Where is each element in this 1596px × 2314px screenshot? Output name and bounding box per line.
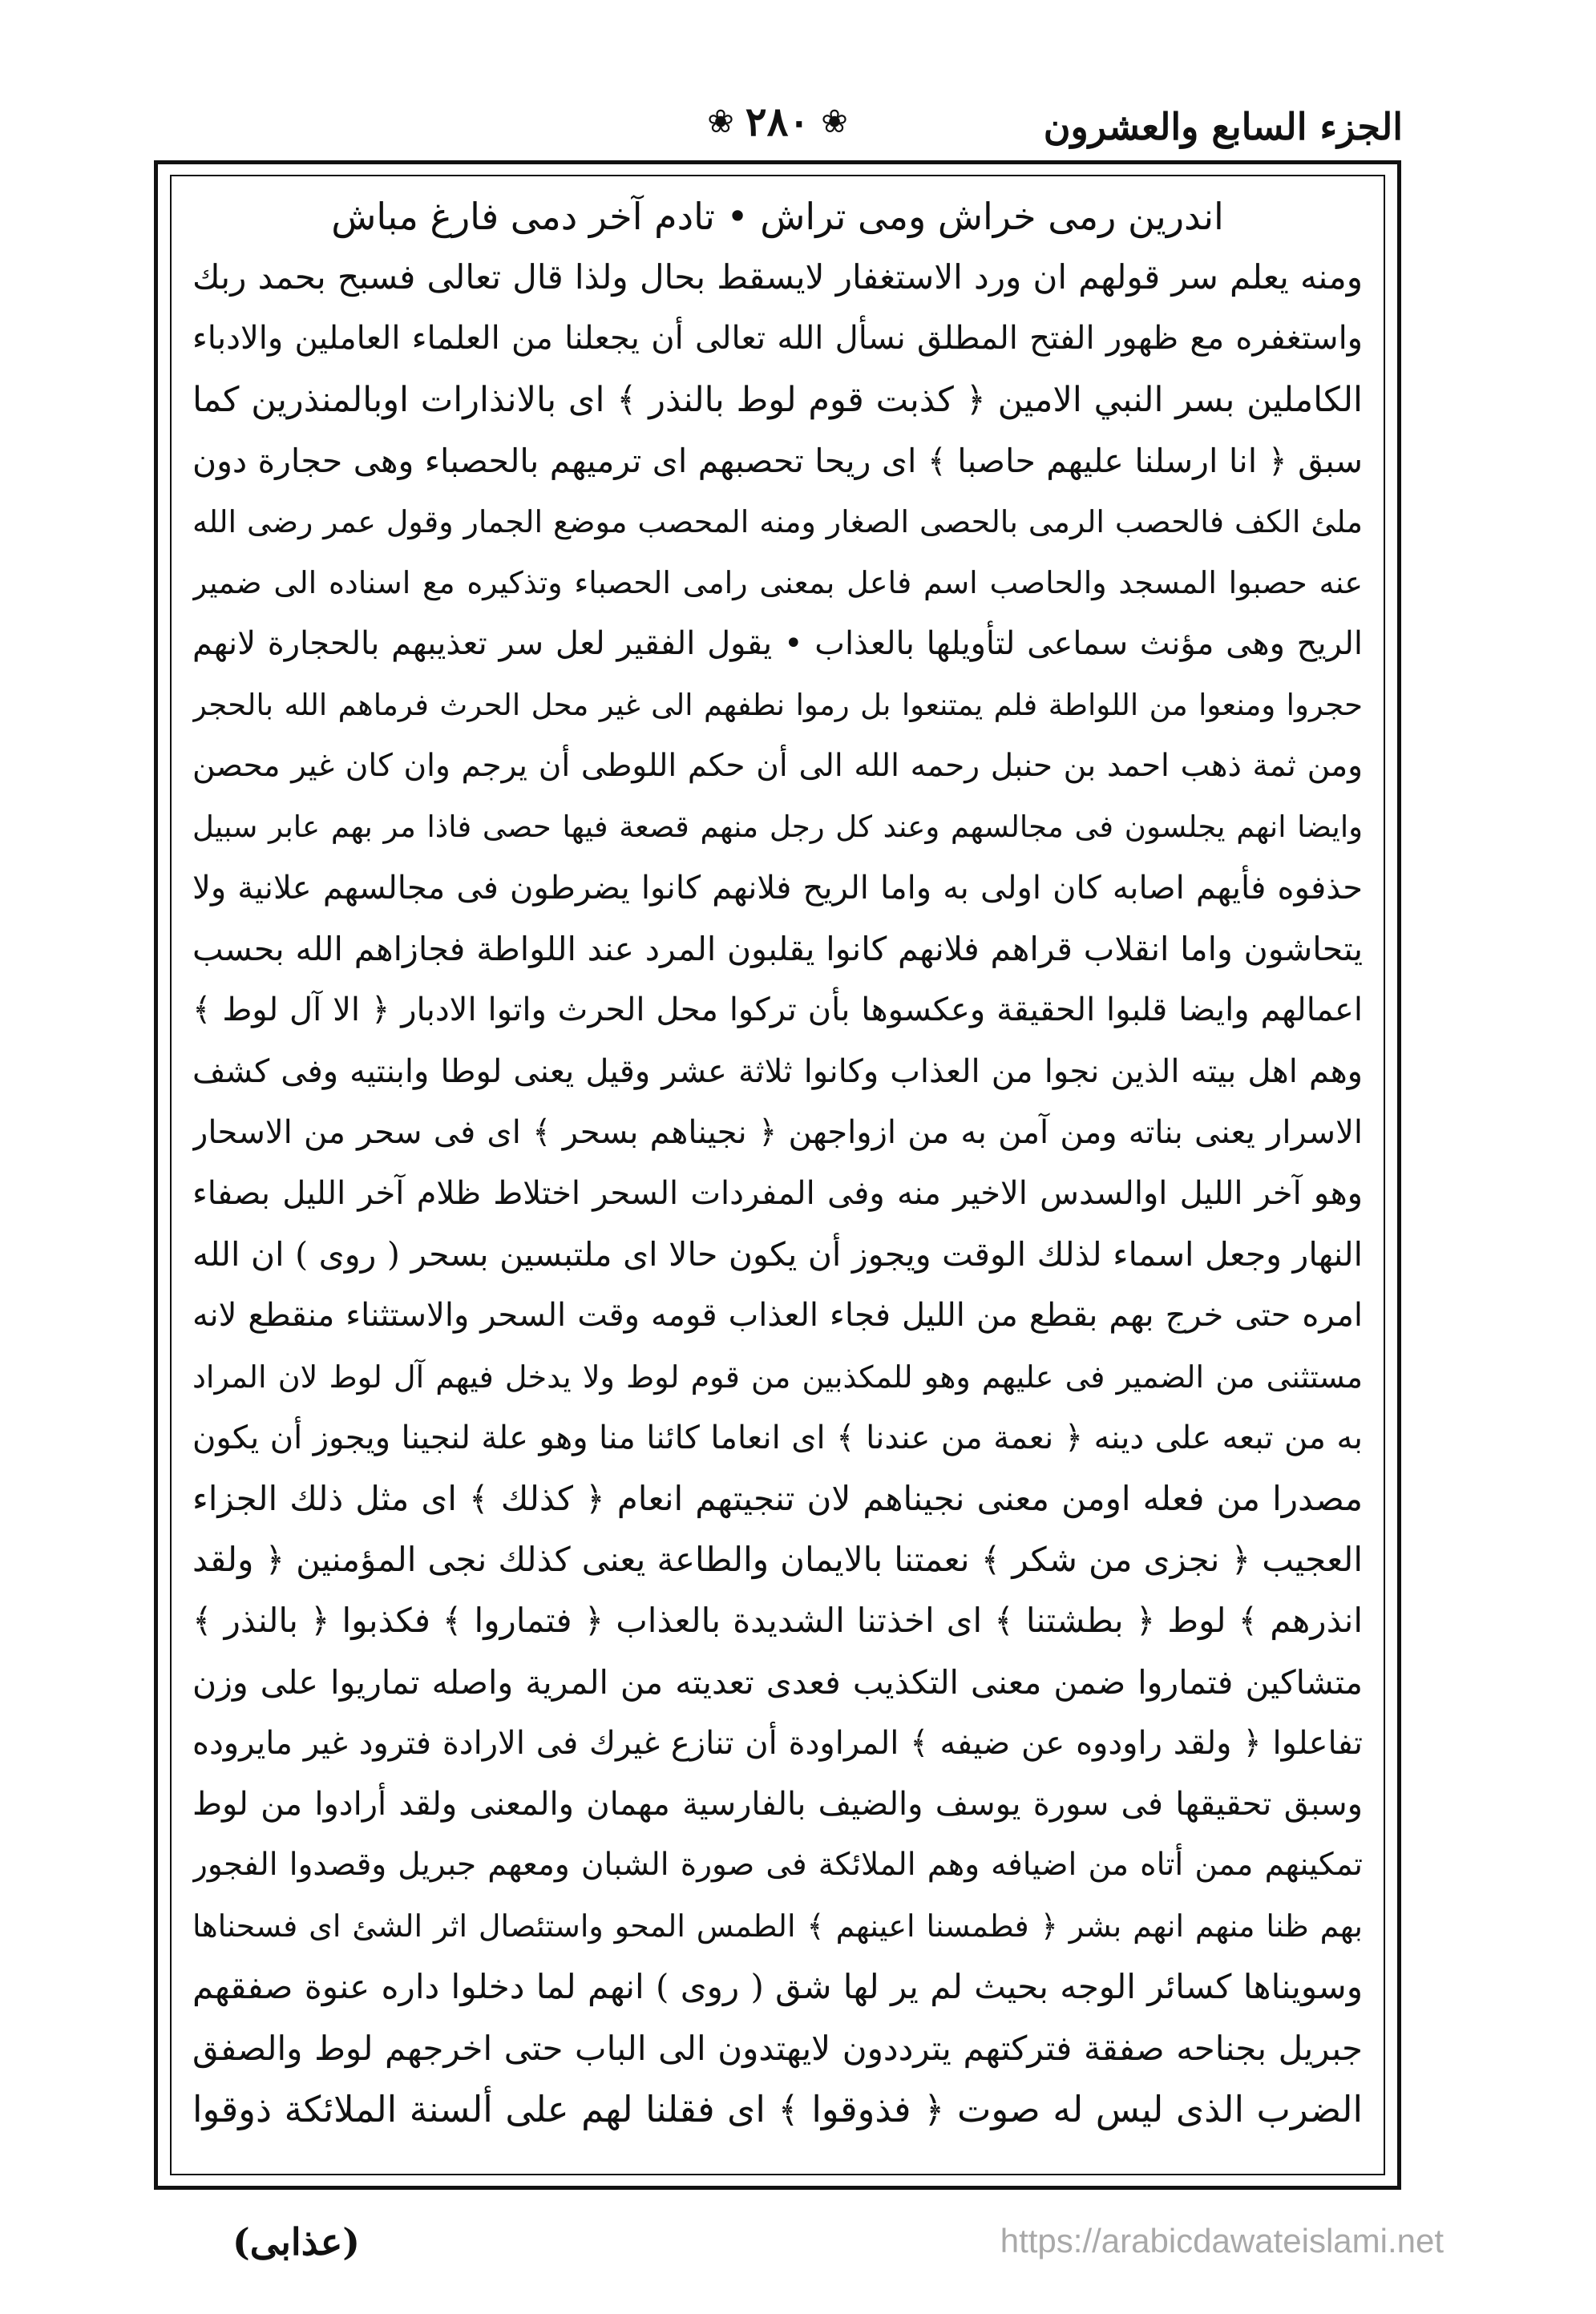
text-line: واستغفره مع ظهور الفتح المطلق نسأل الله تعالى أن يجعلنا من العلماء العاملين والادباء [192, 320, 1363, 357]
page-header [152, 98, 1403, 151]
page-number: ٢٨٠ [745, 98, 810, 145]
text-line: وسويناها كسائر الوجه بحيث لم ير لها شق ( روى ) انهم لما دخلوا داره عنوة صفقهم [192, 1967, 1363, 2007]
verse-line: اندرين رمى خراش ومى تراش • تادم آخر دمى فارغ مباش [331, 195, 1224, 238]
text-line: ملئ الكف فالحصب الرمى بالحصى الصغار ومنه المحصب موضع الجمار وقول عمر رضى الله [192, 503, 1363, 539]
text-line: به من تبعه على دينه ﴿ نعمة من عندنا ﴾ اى انعاما كائنا منا وهو علة لنجينا ويجوز أن يكون [192, 1419, 1363, 1456]
text-line: حجروا ومنعوا من اللواطة فلم يمتنعوا بل رموا نطفهم الى غير محل الحرث فرماهم الله بالحجر [192, 687, 1363, 722]
text-line: العجيب ﴿ نجزى من شكر ﴾ نعمتنا بالايمان والطاعة يعنى كذلك نجى المؤمنين ﴿ ولقد [192, 1540, 1363, 1580]
text-line: الكاملين بسر النبي الامين ﴿ كذبت قوم لوط بالنذر ﴾ اى بالانذارات اوبالمنذرين كما [192, 379, 1363, 420]
text-line: وايضا انهم يجلسون فى مجالسهم وعند كل رجل منهم قصعة فيها حصى فاذا مر بهم عابر سبيل [192, 809, 1363, 844]
text-line: ومن ثمة ذهب احمد بن حنبل رحمه الله الى أن حكم اللوطى أن يرجم وان كان غير محصن [192, 747, 1363, 784]
text-line: عنه حصبوا المسجد والحاصب اسم فاعل بمعنى رامى الحصباء وتذكيره مع اسناده الى ضمير [192, 565, 1363, 601]
text-line: مستثنى من الضمير فى عليهم وهو للمكذبين من قوم لوط ولا يدخل فيهم آل لوط لان المراد [192, 1359, 1363, 1395]
text-line: امره حتى خرج بهم بقطع من الليل فجاء العذاب قومه وقت السحر والاستثناء منقطع لانه [192, 1297, 1363, 1335]
text-line: النهار وجعل اسماء لذلك الوقت ويجوز أن يكون حالا اى ملتبسين بسحر ( روى ) ان الله [192, 1235, 1363, 1274]
text-line: اعمالهم وايضا قلبوا الحقيقة وعكسوها بأن تركوا محل الحرث واتوا الادبار ﴿ الا آل لوط ﴾ [192, 991, 1363, 1029]
watermark-url: https://arabicdawateislami.net [1000, 2222, 1444, 2259]
text-line: متشاكين فتماروا ضمن معنى التكذيب فعدى تعديته من المرية واصله تماريوا على وزن [192, 1662, 1363, 1702]
text-line: بهم ظنا منهم انهم بشر ﴿ فطمسنا اعينهم ﴾ الطمس المحو واستئصال اثر الشئ اى فسحناها [192, 1908, 1363, 1944]
text-line: انذرهم ﴾ لوط ﴿ بطشتنا ﴾ اى اخذتنا الشديدة بالعذاب ﴿ فتماروا ﴾ فكذبوا ﴿ بالنذر ﴾ [192, 1601, 1363, 1641]
ornament-right-icon: ❀ [821, 103, 848, 140]
text-line: الاسرار يعنى بناته ومن آمن به من ازواجهن ﴿ نجيناهم بسحر ﴾ اى فى سحر من الاسحار [192, 1113, 1363, 1151]
page-number-box [707, 98, 848, 146]
text-line: تفاعلوا ﴿ ولقد راودوه عن ضيفه ﴾ المراودة أن تنازع غيرك فى الارادة فترود غير مايروده [192, 1724, 1363, 1762]
text-line: يتحاشون واما انقلاب قراهم فلانهم كانوا يقلبون المرد عند اللواطة فجازاهم الله بحسب [192, 930, 1363, 969]
ornament-left-icon: ❀ [707, 103, 734, 140]
text-line: سبق ﴿ انا ارسلنا عليهم حاصبا ﴾ اى ريحا تحصبهم اى ترميهم بالحصباء وهى حجارة دون [192, 441, 1363, 480]
text-line: وسبق تحقيقها فى سورة يوسف والضيف بالفارسية مهمان والمعنى ولقد أرادوا من لوط [192, 1785, 1363, 1823]
text-line: وهم اهل بيته الذين نجوا من العذاب وكانوا ثلاثة عشر وقيل يعنى لوطا وابنتيه وفى كشف [192, 1052, 1363, 1090]
text-line: جبريل بجناحه صفقة فتركتهم يترددون لايهتدون الى الباب حتى اخرجهم لوط والصفق [192, 2028, 1363, 2068]
text-line: ومنه يعلم سر قولهم ان ورد الاستغفار لايسقط بحال ولذا قال تعالى فسبح بحمد ربك [192, 257, 1363, 297]
text-line: الريح وهى مؤنث سماعى لتأويلها بالعذاب • يقول الفقير لعل سر تعذيبهم بالحجارة لانهم [192, 625, 1363, 663]
running-head: الجزء السابع والعشرون [1043, 105, 1403, 148]
text-line: مصدرا من فعله اومن معنى نجيناهم لان تنجيتهم انعام ﴿ كذلك ﴾ اى مثل ذلك الجزاء [192, 1478, 1363, 1518]
text-line: تمكينهم ممن أتاه من اضيافه وهم الملائكة فى صورة الشبان ومعهم جبريل وقصدوا الفجور [192, 1847, 1363, 1884]
catchword: (عذابى) [232, 2220, 361, 2264]
text-line: وهو آخر الليل اوالسدس الاخير منه وفى المفردات السحر اختلاط ظلام آخر الليل بصفاء [192, 1175, 1363, 1212]
text-line: الضرب الذى ليس له صوت ﴿ فذوقوا ﴾ اى فقلنا لهم على ألسنة الملائكة ذوقوا [192, 2087, 1363, 2130]
text-line: حذفوه فأيهم اصابه كان اولى به واما الريح فلانهم كانوا يضرطون فى مجالسهم علانية ولا [192, 870, 1363, 907]
text-body [192, 186, 1363, 2166]
